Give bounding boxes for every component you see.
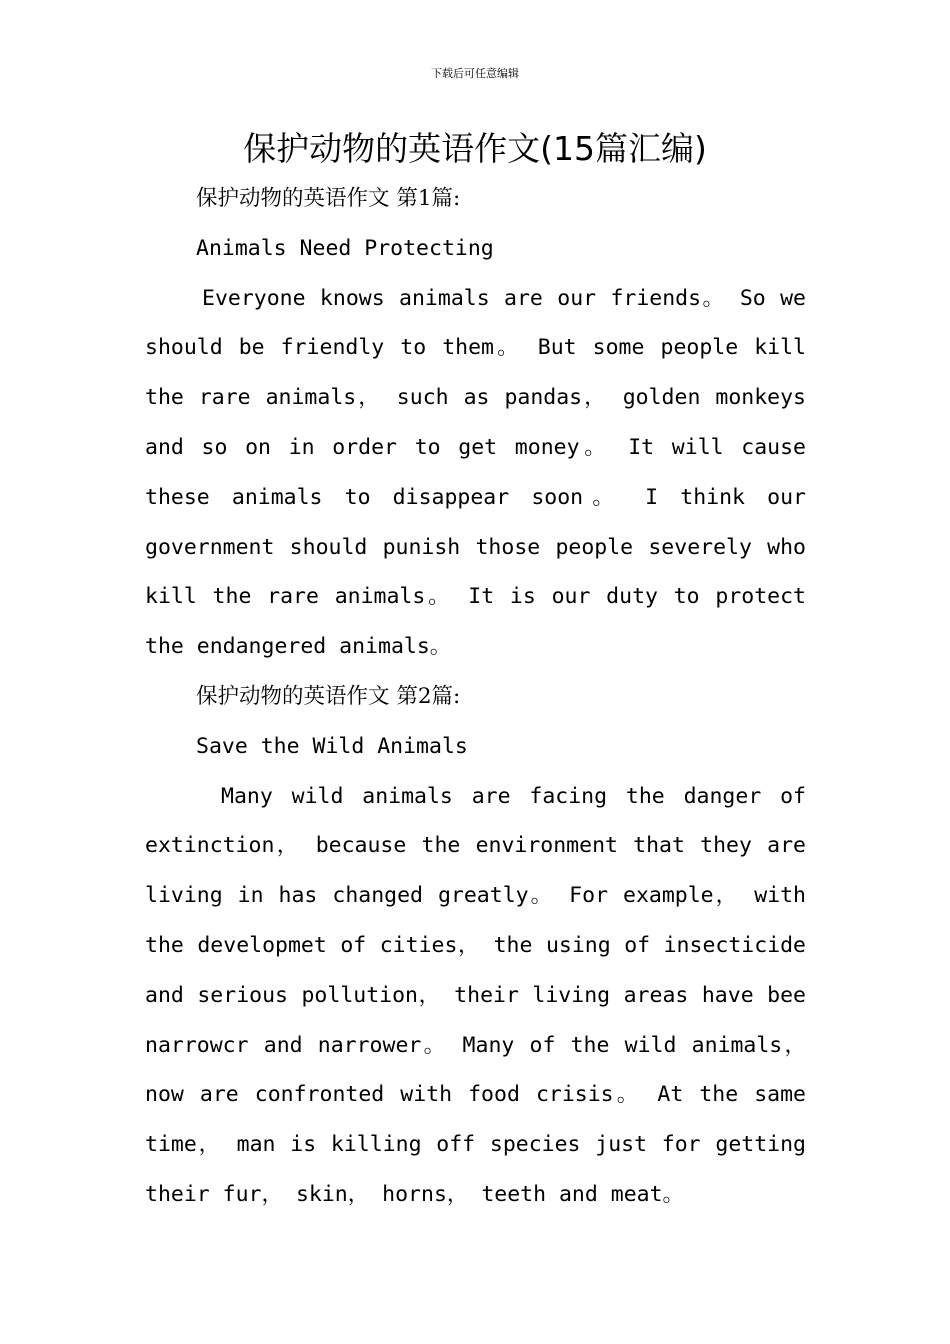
paragraph-line: and so on in order to get money。 It will cause (145, 434, 806, 460)
paragraph-line: the developmet of cities， the using of insecticide (145, 932, 806, 958)
paragraph-line: should be friendly to them。 But some people kill (145, 335, 806, 361)
paragraph-line: the rare animals， such as pandas， golden monkeys (145, 385, 806, 411)
paragraph-line: Many wild animals are facing the danger of (221, 783, 806, 809)
essay-title: Animals Need Protecting (196, 235, 494, 261)
paragraph-line: and serious pollution， their living areas have bee (145, 982, 806, 1008)
paragraph-line: kill the rare animals。 It is our duty to protect (145, 584, 806, 610)
section-heading: 保护动物的英语作文 第1篇: (196, 186, 461, 211)
paragraph-line: the endangered animals。 (145, 634, 452, 660)
paragraph-line: now are confronted with food crisis。 At the same (145, 1082, 806, 1108)
document-body (145, 174, 806, 1220)
section-heading: 保护动物的英语作文 第2篇: (196, 683, 461, 709)
paragraph-line: government should punish those people severely who (145, 534, 806, 560)
paragraph-line: living in has changed greatly。 For example， with (145, 883, 806, 909)
paragraph-line: their fur， skin， horns， teeth and meat。 (145, 1181, 685, 1207)
document-title: 保护动物的英语作文(15篇汇编) (243, 129, 707, 168)
paragraph-line: extinction， because the environment that they are (145, 833, 806, 859)
paragraph-line: time， man is killing off species just for getting (145, 1132, 806, 1158)
paragraph-line: Everyone knows animals are our friends。 So we (202, 285, 806, 311)
essay-title: Save the Wild Animals (196, 733, 468, 759)
header-note: 下载后可任意编辑 (431, 67, 519, 80)
paragraph-line: narrowcr and narrower。 Many of the wild animals， (145, 1032, 806, 1058)
paragraph-line: these animals to disappear soon。 I think our (145, 484, 806, 510)
